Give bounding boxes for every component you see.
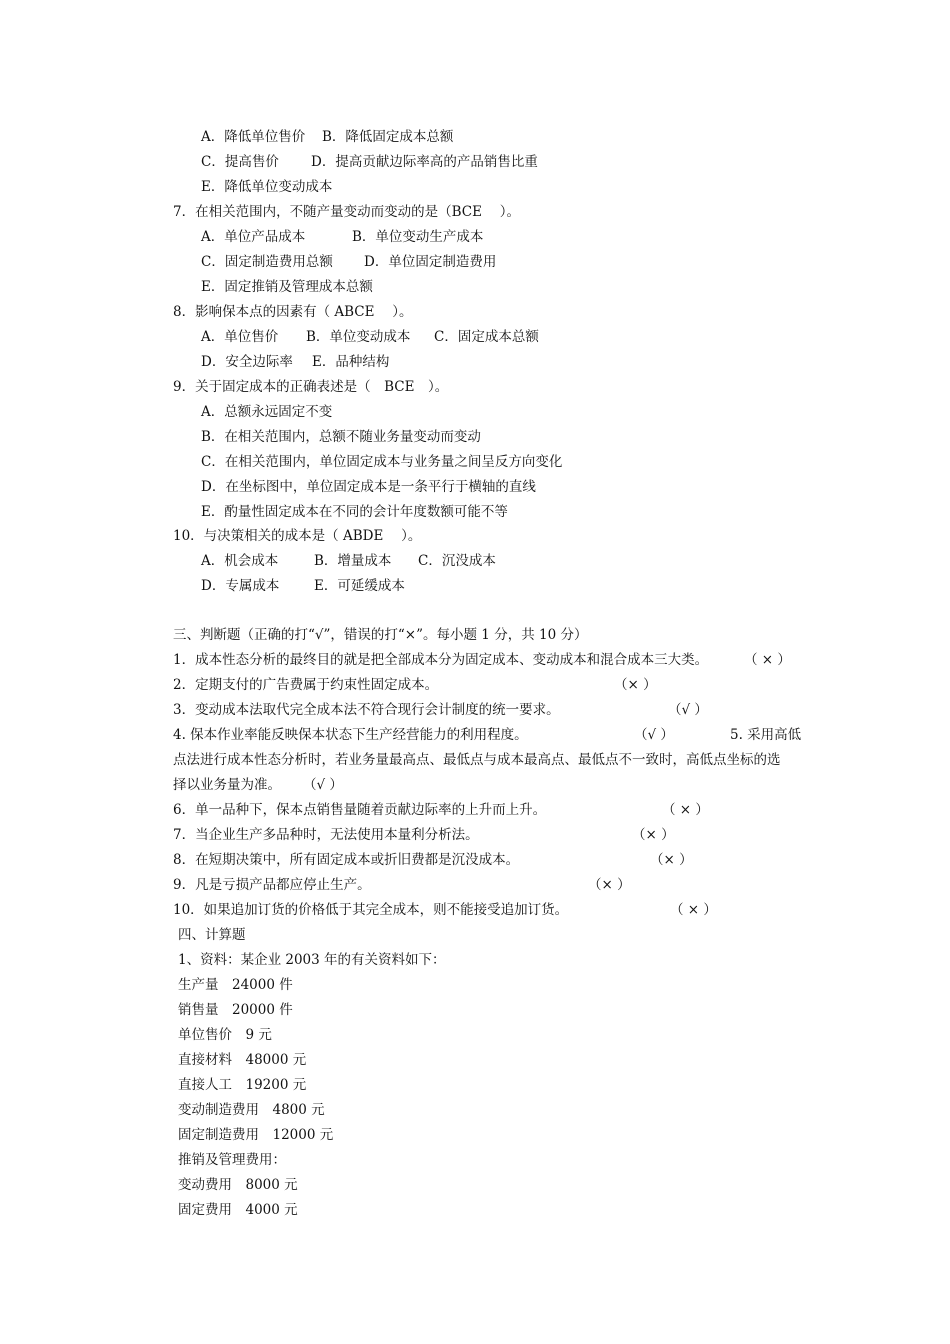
data-row: 直接材料 48000 元 (178, 1052, 307, 1068)
q9-option-b: B．在相关范围内，总额不随业务量变动而变动 (201, 429, 481, 445)
judge-item-9: 9．凡是亏损产品都应停止生产。 (173, 877, 371, 893)
q7-option-e: E．固定推销及管理成本总额 (201, 279, 373, 295)
judge-item-6: 6．单一品种下，保本点销售量随着贡献边际率的上升而上升。 (173, 802, 547, 818)
q6-option-d: D．提高贡献边际率高的产品销售比重 (311, 154, 538, 170)
judge-answer-2: （× ） (614, 677, 657, 693)
q7-stem: 7．在相关范围内，不随产量变动而变动的是（BCE ）。 (173, 204, 520, 220)
q6-option-b: B．降低固定成本总额 (322, 129, 454, 145)
q8-stem: 8．影响保本点的因素有（ ABCE ）。 (173, 304, 413, 320)
judge-answer-7: （× ） (632, 827, 675, 843)
data-row: 销售量 20000 件 (178, 1002, 293, 1018)
section3-heading: 三、判断题（正确的打“√”，错误的打“×”。每小题 1 分，共 10 分） (173, 627, 588, 643)
judge-answer-10: （ × ） (670, 902, 717, 918)
judge-answer-6: （ × ） (662, 802, 709, 818)
q9-option-e: E．酌量性固定成本在不同的会计年度数额可能不等 (201, 504, 508, 520)
q7-option-d: D．单位固定制造费用 (364, 254, 497, 270)
judge-item-2: 2．定期支付的广告费属于约束性固定成本。 (173, 677, 439, 693)
q8-option-a: A．单位售价 (201, 329, 279, 345)
data-row: 生产量 24000 件 (178, 977, 293, 993)
q10-option-e: E．可延缓成本 (314, 578, 405, 594)
judge-answer-8: （× ） (650, 852, 693, 868)
data-row: 固定制造费用 12000 元 (178, 1127, 334, 1143)
section4-intro: 1、资料：某企业 2003 年的有关资料如下： (178, 952, 446, 968)
q10-option-d: D．专属成本 (201, 578, 280, 594)
judge-item-5-start: 5. 采用高低 (730, 727, 802, 743)
q9-option-a: A．总额永远固定不变 (201, 404, 333, 420)
data-row: 单位售价 9 元 (178, 1027, 272, 1043)
judge-answer-4: （√ ） (634, 727, 674, 743)
q8-option-b: B．单位变动成本 (306, 329, 411, 345)
q6-option-c: C．提高售价 (201, 154, 279, 170)
q8-option-e: E．品种结构 (312, 354, 390, 370)
judge-item-8: 8．在短期决策中，所有固定成本或折旧费都是沉没成本。 (173, 852, 520, 868)
section4-heading: 四、计算题 (178, 927, 246, 943)
q7-option-b: B．单位变动生产成本 (352, 229, 484, 245)
q10-option-c: C．沉没成本 (418, 553, 496, 569)
judge-item-5-cont: 点法进行成本性态分析时，若业务量最高点、最低点与成本最高点、最低点不一致时，高低点坐标的选 (173, 752, 781, 768)
judge-item-5-end: 择以业务量为准。 (173, 777, 281, 793)
judge-answer-3: （√ ） (668, 702, 708, 718)
q7-option-a: A．单位产品成本 (201, 229, 306, 245)
judge-answer-9: （× ） (588, 877, 631, 893)
data-row: 固定费用 4000 元 (178, 1202, 298, 1218)
data-row: 直接人工 19200 元 (178, 1077, 307, 1093)
judge-item-1: 1．成本性态分析的最终目的就是把全部成本分为固定成本、变动成本和混合成本三大类。 (173, 652, 709, 668)
judge-answer-1: （ × ） (744, 652, 791, 668)
q9-stem: 9．关于固定成本的正确表述是（ BCE ）。 (173, 379, 449, 395)
q10-option-a: A．机会成本 (201, 553, 279, 569)
q10-option-b: B．增量成本 (314, 553, 392, 569)
data-row: 变动费用 8000 元 (178, 1177, 298, 1193)
judge-item-7: 7．当企业生产多品种时，无法使用本量利分析法。 (173, 827, 479, 843)
q8-option-c: C．固定成本总额 (434, 329, 539, 345)
data-row: 变动制造费用 4800 元 (178, 1102, 325, 1118)
q10-stem: 10．与决策相关的成本是（ ABDE ）。 (173, 528, 422, 544)
judge-item-10: 10．如果追加订货的价格低于其完全成本，则不能接受追加订货。 (173, 902, 569, 918)
q6-option-e: E．降低单位变动成本 (201, 179, 333, 195)
judge-item-3: 3．变动成本法取代完全成本法不符合现行会计制度的统一要求。 (173, 702, 560, 718)
q8-option-d: D．安全边际率 (201, 354, 293, 370)
data-row: 推销及管理费用： (178, 1152, 286, 1168)
q9-option-c: C．在相关范围内，单位固定成本与业务量之间呈反方向变化 (201, 454, 563, 470)
judge-item-4: 4. 保本作业率能反映保本状态下生产经营能力的利用程度。 (173, 727, 528, 743)
judge-answer-5: （√ ） (303, 777, 343, 793)
q6-option-a: A．降低单位售价 (201, 129, 306, 145)
q9-option-d: D．在坐标图中，单位固定成本是一条平行于横轴的直线 (201, 479, 536, 495)
q7-option-c: C．固定制造费用总额 (201, 254, 333, 270)
